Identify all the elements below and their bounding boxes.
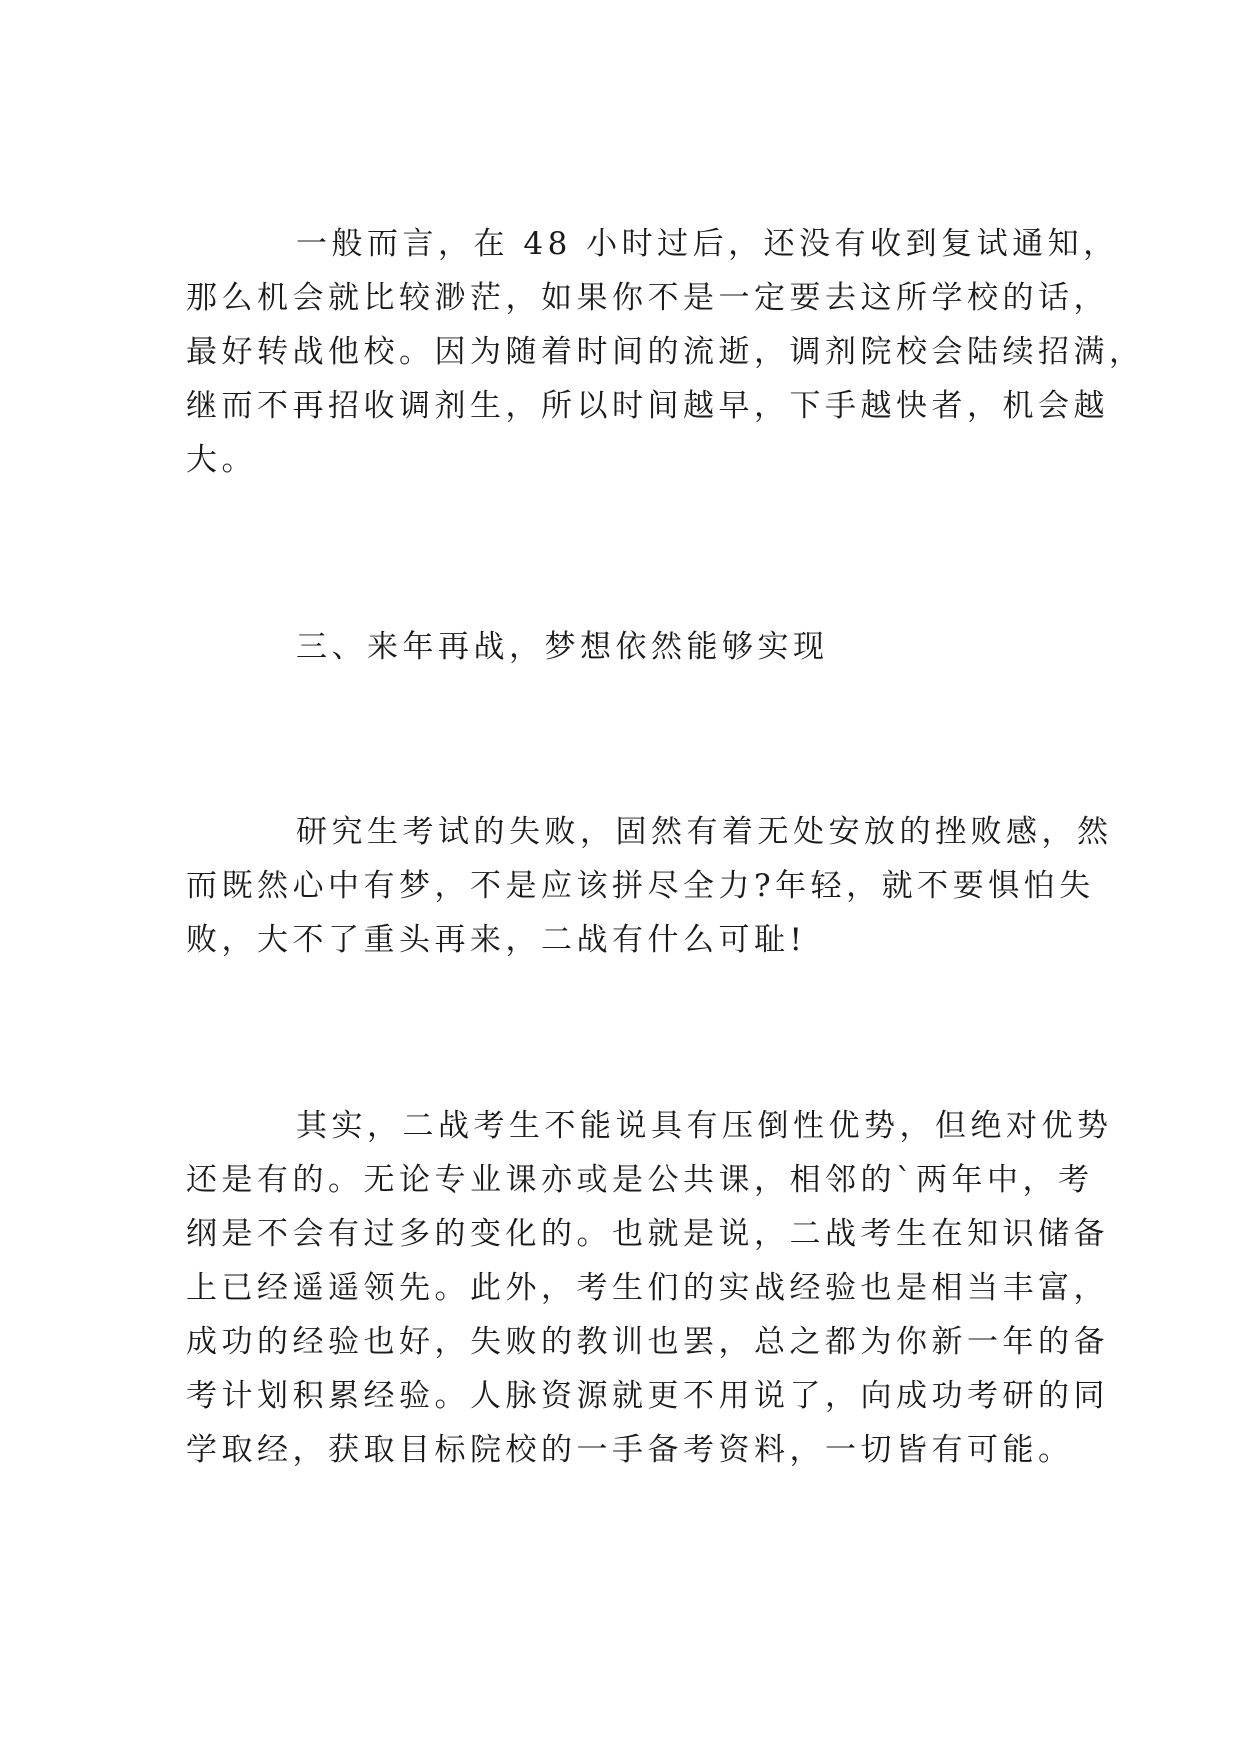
heading-line: 三、来年再战，梦想依然能够实现 — [296, 629, 829, 665]
paragraph-line: 研究生考试的失败，固然有着无处安放的挫败感，然 — [296, 814, 1113, 850]
paragraph-line: 最好转战他校。因为随着时间的流逝，调剂院校会陆续招满， — [186, 334, 1145, 370]
paragraph-line: 上已经遥遥领先。此外，考生们的实战经验也是相当丰富， — [186, 1270, 1109, 1306]
paragraph-line: 一般而言，在 48 小时过后，还没有收到复试通知， — [296, 226, 1119, 262]
paragraph-line: 而既然心中有梦，不是应该拼尽全力?年轻，就不要惧怕失 — [186, 868, 1095, 904]
paragraph-line: 大。 — [186, 442, 257, 478]
paragraph-line: 考计划积累经验。人脉资源就更不用说了，向成功考研的同 — [186, 1378, 1109, 1414]
paragraph-line: 纲是不会有过多的变化的。也就是说，二战考生在知识储备 — [186, 1216, 1109, 1252]
paragraph-line: 还是有的。无论专业课亦或是公共课，相邻的`两年中，考 — [186, 1162, 1094, 1198]
paragraph-line: 那么机会就比较渺茫，如果你不是一定要去这所学校的话， — [186, 280, 1109, 316]
paragraph-line: 成功的经验也好，失败的教训也罢，总之都为你新一年的备 — [186, 1324, 1109, 1360]
paragraph-line: 败，大不了重头再来，二战有什么可耻! — [186, 922, 807, 958]
paragraph-line: 其实，二战考生不能说具有压倒性优势，但绝对优势 — [296, 1108, 1113, 1144]
paragraph-line: 继而不再招收调剂生，所以时间越早，下手越快者，机会越 — [186, 388, 1109, 424]
paragraph-line: 学取经，获取目标院校的一手备考资料，一切皆有可能。 — [186, 1432, 1074, 1468]
